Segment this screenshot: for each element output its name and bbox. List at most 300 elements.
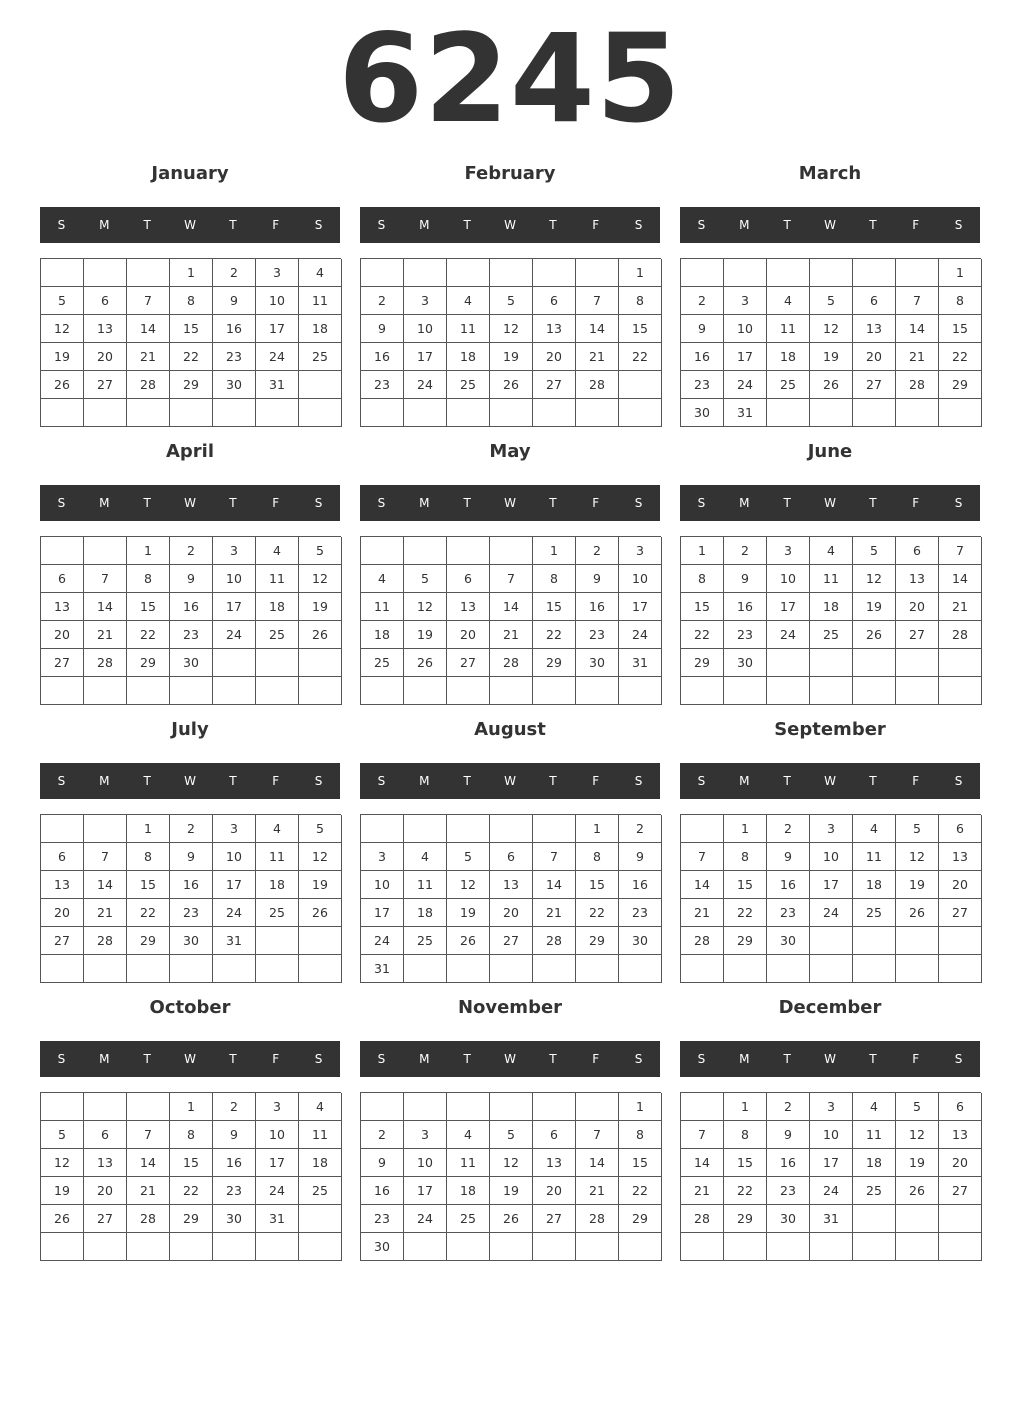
day-grid	[360, 258, 661, 427]
empty-day-cell	[256, 399, 299, 427]
day-cell: 29	[127, 649, 170, 677]
empty-day-cell	[170, 1233, 213, 1261]
day-cell: 15	[724, 871, 767, 899]
day-cell: 9	[170, 843, 213, 871]
empty-day-cell	[767, 259, 810, 287]
empty-day-cell	[299, 677, 342, 705]
empty-day-cell	[41, 259, 84, 287]
weekday-header	[360, 1041, 660, 1077]
empty-day-cell	[127, 1233, 170, 1261]
day-cell: 12	[853, 565, 896, 593]
day-cell: 5	[490, 287, 533, 315]
day-cell: 25	[447, 371, 490, 399]
empty-day-cell	[213, 1233, 256, 1261]
empty-day-cell	[41, 537, 84, 565]
day-cell: 9	[619, 843, 662, 871]
day-cell: 23	[576, 621, 619, 649]
day-cell: 27	[533, 1205, 576, 1233]
day-cell: 23	[213, 1177, 256, 1205]
day-cell: 26	[41, 1205, 84, 1233]
day-cell: 20	[939, 871, 982, 899]
day-cell: 30	[213, 1205, 256, 1233]
weekday-label: T	[549, 218, 557, 232]
day-cell: 8	[127, 565, 170, 593]
empty-day-cell	[361, 677, 404, 705]
empty-day-cell	[681, 677, 724, 705]
weekday-header	[680, 763, 980, 799]
day-cell: 13	[939, 843, 982, 871]
day-cell: 7	[576, 287, 619, 315]
month-title: March	[798, 163, 862, 184]
day-cell: 27	[490, 927, 533, 955]
day-cell: 2	[213, 259, 256, 287]
weekday-label: F	[592, 1052, 600, 1066]
empty-day-cell	[361, 815, 404, 843]
day-cell: 18	[299, 1149, 342, 1177]
day-cell: 12	[447, 871, 490, 899]
day-cell: 10	[810, 1121, 853, 1149]
empty-day-cell	[810, 259, 853, 287]
weekday-label: W	[184, 1052, 196, 1066]
day-cell: 28	[490, 649, 533, 677]
day-cell: 29	[170, 371, 213, 399]
empty-day-cell	[299, 399, 342, 427]
day-grid	[360, 1092, 661, 1261]
day-cell: 19	[853, 593, 896, 621]
day-cell: 6	[41, 843, 84, 871]
day-cell: 30	[213, 371, 256, 399]
day-cell: 5	[896, 1093, 939, 1121]
day-cell: 22	[619, 1177, 662, 1205]
weekday-label: W	[504, 218, 516, 232]
day-cell: 4	[853, 815, 896, 843]
day-cell: 1	[170, 259, 213, 287]
empty-day-cell	[404, 537, 447, 565]
day-cell: 22	[127, 899, 170, 927]
day-cell: 21	[939, 593, 982, 621]
empty-day-cell	[170, 399, 213, 427]
empty-day-cell	[299, 1233, 342, 1261]
day-cell: 23	[724, 621, 767, 649]
day-cell: 8	[619, 287, 662, 315]
weekday-label: M	[419, 496, 430, 510]
empty-day-cell	[939, 955, 982, 983]
day-cell: 24	[404, 1205, 447, 1233]
day-cell: 1	[619, 1093, 662, 1121]
weekday-label: M	[739, 218, 750, 232]
day-cell: 22	[170, 343, 213, 371]
day-grid	[40, 536, 341, 705]
weekday-label: W	[824, 218, 836, 232]
day-cell: 24	[404, 371, 447, 399]
day-cell: 25	[299, 1177, 342, 1205]
weekday-label: T	[463, 1052, 471, 1066]
empty-day-cell	[767, 955, 810, 983]
day-cell: 27	[896, 621, 939, 649]
empty-day-cell	[41, 955, 84, 983]
day-cell: 30	[576, 649, 619, 677]
day-cell: 20	[533, 343, 576, 371]
empty-day-cell	[490, 1093, 533, 1121]
day-cell: 11	[767, 315, 810, 343]
day-cell: 18	[256, 593, 299, 621]
day-cell: 17	[767, 593, 810, 621]
day-cell: 27	[41, 649, 84, 677]
day-cell: 24	[619, 621, 662, 649]
weekday-label: W	[824, 774, 836, 788]
weekday-label: S	[377, 1052, 386, 1066]
day-cell: 25	[447, 1205, 490, 1233]
empty-day-cell	[939, 677, 982, 705]
empty-day-cell	[896, 955, 939, 983]
day-cell: 10	[256, 1121, 299, 1149]
weekday-label: S	[377, 774, 386, 788]
day-grid	[680, 258, 981, 427]
day-cell: 18	[447, 1177, 490, 1205]
day-cell: 30	[681, 399, 724, 427]
day-cell: 25	[767, 371, 810, 399]
weekday-label: M	[99, 496, 110, 510]
day-cell: 11	[853, 843, 896, 871]
empty-day-cell	[256, 649, 299, 677]
empty-day-cell	[447, 1233, 490, 1261]
day-cell: 16	[213, 315, 256, 343]
day-cell: 9	[767, 1121, 810, 1149]
day-cell: 29	[681, 649, 724, 677]
empty-day-cell	[896, 1205, 939, 1233]
day-cell: 30	[619, 927, 662, 955]
weekday-label: S	[697, 1052, 706, 1066]
day-cell: 3	[213, 815, 256, 843]
weekday-label: S	[634, 774, 643, 788]
day-cell: 27	[853, 371, 896, 399]
day-cell: 18	[767, 343, 810, 371]
empty-day-cell	[619, 371, 662, 399]
weekday-label: S	[634, 496, 643, 510]
day-cell: 3	[404, 1121, 447, 1149]
day-cell: 24	[767, 621, 810, 649]
day-cell: 18	[853, 871, 896, 899]
empty-day-cell	[490, 815, 533, 843]
empty-day-cell	[853, 259, 896, 287]
day-cell: 3	[361, 843, 404, 871]
day-cell: 22	[724, 899, 767, 927]
day-cell: 21	[896, 343, 939, 371]
weekday-label: F	[912, 218, 920, 232]
day-cell: 22	[939, 343, 982, 371]
day-cell: 5	[810, 287, 853, 315]
empty-day-cell	[447, 815, 490, 843]
day-cell: 14	[681, 1149, 724, 1177]
empty-day-cell	[256, 677, 299, 705]
day-cell: 21	[576, 343, 619, 371]
day-cell: 7	[127, 1121, 170, 1149]
day-cell: 14	[490, 593, 533, 621]
day-cell: 10	[724, 315, 767, 343]
weekday-label: S	[377, 218, 386, 232]
day-cell: 1	[127, 815, 170, 843]
day-cell: 12	[41, 315, 84, 343]
day-cell: 13	[533, 315, 576, 343]
day-cell: 21	[84, 899, 127, 927]
day-cell: 3	[724, 287, 767, 315]
weekday-label: T	[143, 774, 151, 788]
empty-day-cell	[447, 1093, 490, 1121]
empty-day-cell	[84, 1233, 127, 1261]
empty-day-cell	[404, 677, 447, 705]
day-cell: 24	[256, 343, 299, 371]
day-cell: 6	[41, 565, 84, 593]
day-cell: 21	[84, 621, 127, 649]
day-cell: 16	[170, 871, 213, 899]
empty-day-cell	[256, 1233, 299, 1261]
day-cell: 1	[681, 537, 724, 565]
empty-day-cell	[853, 1233, 896, 1261]
day-cell: 11	[299, 287, 342, 315]
day-cell: 11	[299, 1121, 342, 1149]
day-cell: 7	[681, 843, 724, 871]
day-cell: 23	[767, 899, 810, 927]
day-cell: 14	[896, 315, 939, 343]
day-cell: 13	[490, 871, 533, 899]
day-cell: 15	[939, 315, 982, 343]
day-cell: 26	[896, 899, 939, 927]
empty-day-cell	[404, 815, 447, 843]
empty-day-cell	[619, 955, 662, 983]
day-cell: 14	[681, 871, 724, 899]
day-cell: 19	[490, 343, 533, 371]
weekday-label: F	[272, 774, 280, 788]
day-cell: 25	[256, 899, 299, 927]
day-cell: 3	[619, 537, 662, 565]
day-cell: 6	[490, 843, 533, 871]
day-cell: 24	[810, 899, 853, 927]
day-cell: 16	[619, 871, 662, 899]
day-cell: 19	[447, 899, 490, 927]
day-cell: 26	[490, 1205, 533, 1233]
day-cell: 14	[533, 871, 576, 899]
day-cell: 27	[41, 927, 84, 955]
empty-day-cell	[896, 927, 939, 955]
empty-day-cell	[810, 399, 853, 427]
day-cell: 19	[41, 1177, 84, 1205]
day-cell: 4	[299, 259, 342, 287]
day-cell: 6	[533, 287, 576, 315]
day-cell: 4	[810, 537, 853, 565]
day-cell: 19	[490, 1177, 533, 1205]
weekday-label: M	[99, 1052, 110, 1066]
empty-day-cell	[619, 677, 662, 705]
weekday-label: W	[184, 774, 196, 788]
day-cell: 15	[576, 871, 619, 899]
day-cell: 4	[447, 1121, 490, 1149]
day-cell: 15	[724, 1149, 767, 1177]
empty-day-cell	[299, 649, 342, 677]
day-cell: 29	[619, 1205, 662, 1233]
weekday-label: T	[549, 1052, 557, 1066]
day-cell: 27	[533, 371, 576, 399]
empty-day-cell	[490, 537, 533, 565]
weekday-label: M	[419, 218, 430, 232]
day-cell: 17	[256, 315, 299, 343]
day-cell: 7	[533, 843, 576, 871]
day-cell: 12	[404, 593, 447, 621]
weekday-header	[360, 207, 660, 243]
month-title: August	[474, 719, 546, 740]
day-cell: 21	[576, 1177, 619, 1205]
day-cell: 2	[361, 1121, 404, 1149]
day-cell: 19	[299, 871, 342, 899]
day-cell: 5	[41, 1121, 84, 1149]
day-cell: 3	[256, 259, 299, 287]
empty-day-cell	[576, 955, 619, 983]
day-grid	[40, 1092, 341, 1261]
day-cell: 14	[939, 565, 982, 593]
weekday-label: T	[783, 218, 791, 232]
day-cell: 6	[939, 1093, 982, 1121]
weekday-label: S	[634, 1052, 643, 1066]
day-cell: 8	[533, 565, 576, 593]
weekday-label: S	[954, 774, 963, 788]
day-cell: 27	[84, 1205, 127, 1233]
weekday-label: S	[57, 1052, 66, 1066]
weekday-label: T	[143, 496, 151, 510]
day-cell: 15	[619, 1149, 662, 1177]
weekday-label: S	[377, 496, 386, 510]
day-cell: 29	[939, 371, 982, 399]
day-cell: 3	[213, 537, 256, 565]
day-cell: 22	[170, 1177, 213, 1205]
day-cell: 9	[361, 1149, 404, 1177]
empty-day-cell	[576, 399, 619, 427]
day-cell: 14	[127, 1149, 170, 1177]
day-cell: 27	[84, 371, 127, 399]
day-cell: 11	[853, 1121, 896, 1149]
empty-day-cell	[576, 677, 619, 705]
day-cell: 24	[724, 371, 767, 399]
day-cell: 31	[810, 1205, 853, 1233]
weekday-label: S	[314, 774, 323, 788]
weekday-label: S	[954, 1052, 963, 1066]
day-cell: 6	[84, 287, 127, 315]
empty-day-cell	[490, 677, 533, 705]
day-cell: 23	[361, 371, 404, 399]
day-cell: 23	[361, 1205, 404, 1233]
day-cell: 26	[41, 371, 84, 399]
day-cell: 26	[896, 1177, 939, 1205]
empty-day-cell	[490, 955, 533, 983]
empty-day-cell	[170, 677, 213, 705]
weekday-label: S	[697, 218, 706, 232]
weekday-label: F	[272, 218, 280, 232]
day-cell: 22	[576, 899, 619, 927]
day-cell: 13	[533, 1149, 576, 1177]
empty-day-cell	[447, 537, 490, 565]
empty-day-cell	[84, 677, 127, 705]
empty-day-cell	[256, 955, 299, 983]
day-cell: 21	[533, 899, 576, 927]
day-cell: 24	[213, 621, 256, 649]
empty-day-cell	[619, 1233, 662, 1261]
day-cell: 7	[939, 537, 982, 565]
empty-day-cell	[939, 1205, 982, 1233]
day-cell: 1	[619, 259, 662, 287]
weekday-header	[40, 207, 340, 243]
empty-day-cell	[576, 1233, 619, 1261]
empty-day-cell	[810, 927, 853, 955]
day-cell: 22	[619, 343, 662, 371]
weekday-label: M	[419, 774, 430, 788]
day-cell: 6	[853, 287, 896, 315]
weekday-label: T	[143, 218, 151, 232]
day-cell: 30	[170, 649, 213, 677]
weekday-label: S	[697, 774, 706, 788]
weekday-label: W	[504, 774, 516, 788]
day-cell: 16	[361, 343, 404, 371]
day-cell: 30	[724, 649, 767, 677]
day-cell: 16	[213, 1149, 256, 1177]
empty-day-cell	[810, 955, 853, 983]
day-cell: 1	[533, 537, 576, 565]
weekday-label: S	[57, 496, 66, 510]
day-cell: 24	[361, 927, 404, 955]
weekday-label: S	[57, 218, 66, 232]
day-cell: 25	[256, 621, 299, 649]
weekday-label: T	[783, 774, 791, 788]
day-cell: 30	[170, 927, 213, 955]
day-cell: 13	[84, 315, 127, 343]
empty-day-cell	[84, 537, 127, 565]
day-cell: 30	[767, 1205, 810, 1233]
day-cell: 28	[681, 1205, 724, 1233]
day-cell: 8	[724, 843, 767, 871]
day-cell: 16	[767, 871, 810, 899]
day-cell: 28	[939, 621, 982, 649]
day-cell: 20	[447, 621, 490, 649]
weekday-label: T	[783, 1052, 791, 1066]
day-cell: 19	[41, 343, 84, 371]
empty-day-cell	[533, 259, 576, 287]
day-cell: 2	[576, 537, 619, 565]
day-cell: 19	[896, 1149, 939, 1177]
day-cell: 31	[724, 399, 767, 427]
weekday-label: W	[824, 496, 836, 510]
day-cell: 28	[127, 1205, 170, 1233]
day-grid	[40, 258, 341, 427]
weekday-label: F	[912, 496, 920, 510]
weekday-header	[40, 763, 340, 799]
day-cell: 19	[896, 871, 939, 899]
empty-day-cell	[681, 815, 724, 843]
day-cell: 12	[299, 843, 342, 871]
day-cell: 17	[213, 871, 256, 899]
empty-day-cell	[41, 815, 84, 843]
empty-day-cell	[41, 677, 84, 705]
month-title: May	[489, 441, 531, 462]
day-cell: 5	[853, 537, 896, 565]
day-cell: 2	[681, 287, 724, 315]
empty-day-cell	[84, 955, 127, 983]
day-cell: 1	[576, 815, 619, 843]
empty-day-cell	[299, 371, 342, 399]
day-cell: 31	[256, 371, 299, 399]
day-cell: 13	[896, 565, 939, 593]
day-cell: 9	[681, 315, 724, 343]
empty-day-cell	[724, 955, 767, 983]
empty-day-cell	[619, 399, 662, 427]
day-cell: 8	[576, 843, 619, 871]
day-cell: 25	[853, 1177, 896, 1205]
